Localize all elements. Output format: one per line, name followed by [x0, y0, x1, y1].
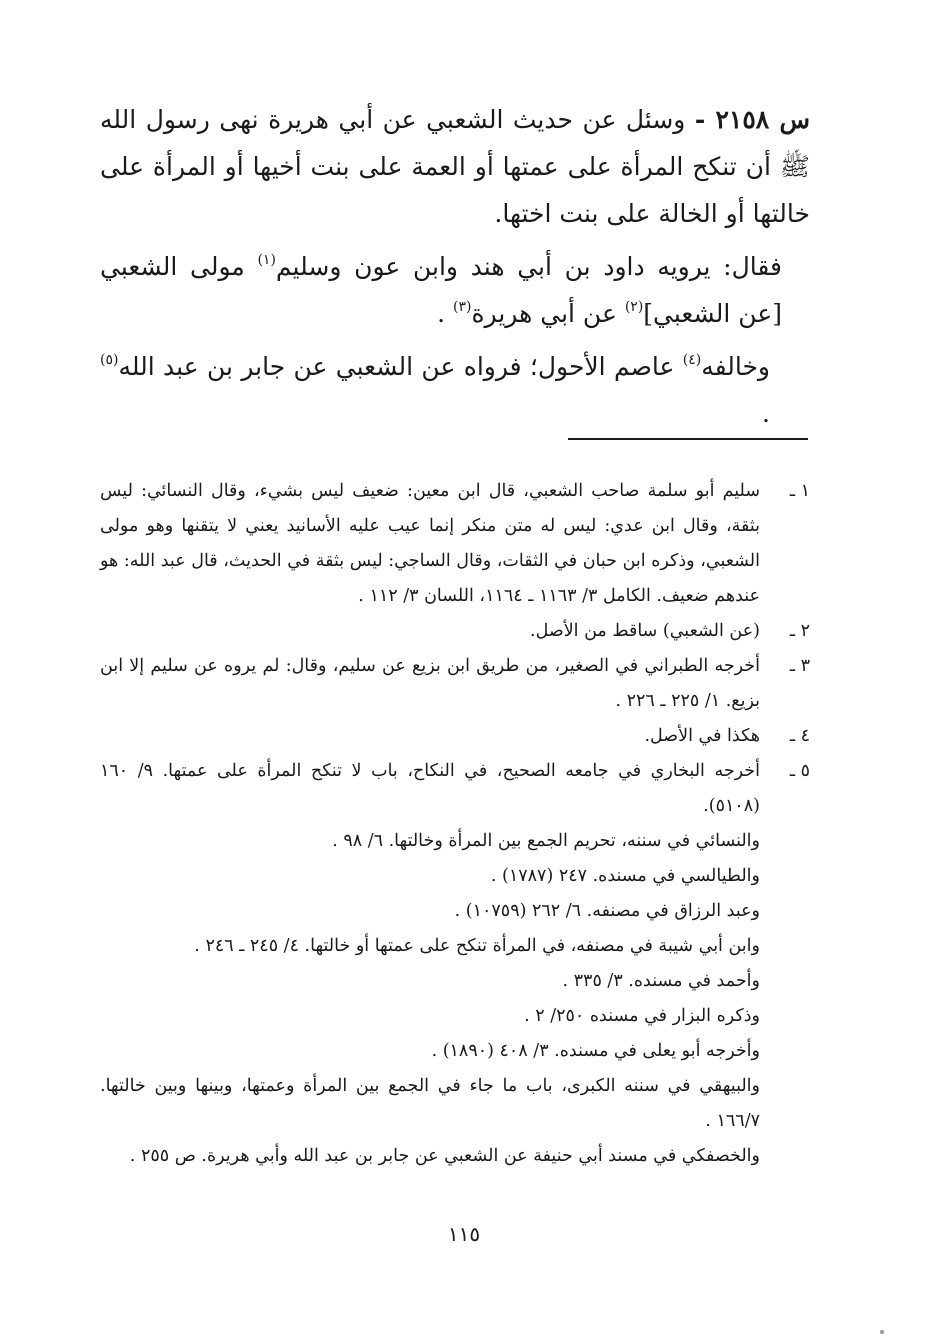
source-line: والنسائي في سننه، تحريم الجمع بين المرأة وخالتها. ٦/ ٩٨ . [332, 831, 760, 851]
source-line: والطيالسي في مسنده. ٢٤٧ (١٧٨٧) . [490, 866, 760, 886]
source-line: وأحمد في مسنده. ٣/ ٣٣٥ . [562, 971, 760, 991]
answer-text-1b: مولى الشعبي [عن الشعبي] [100, 252, 782, 328]
answer-text-1: فقال: يرويه داود بن أبي هند وابن عون وسليم [275, 252, 782, 281]
footnote-number: ٢ ـ [789, 621, 810, 641]
source-line-bayhaqi: والبيهقي في سننه الكبرى، باب ما جاء في الجمع بين المرأة وعمتها، وبينها وبين خالتها. ١٦٦/٧ . [100, 1076, 760, 1131]
footnote-separator [568, 438, 808, 440]
footnote-number: ١ ـ [789, 481, 810, 501]
answer-text-2: عن أبي هريرة [471, 299, 625, 328]
source-line: وذكره البزار في مسنده ٢٥٠/ ٢ . [524, 1006, 760, 1026]
footnote-number: ٣ ـ [789, 656, 810, 676]
main-text [100, 96, 810, 437]
source-line-haskafi: والخصفكي في مسند أبي حنيفة عن الشعبي عن جابر بن عبد الله وأبي هريرة. ص ٢٥٥ . [129, 1146, 760, 1166]
scan-speck [880, 1330, 884, 1334]
question-paragraph [100, 96, 810, 237]
footnote-text: هكذا في الأصل. [644, 726, 760, 746]
footnote-ref-3: (٣) [452, 298, 472, 315]
footnote-ref-2: (٢) [624, 298, 644, 315]
footnote-1 [100, 474, 810, 614]
footnote-text: (عن الشعبي) ساقط من الأصل. [530, 621, 760, 641]
footnotes [100, 474, 810, 1174]
footnote-text: أخرجه الطبراني في الصغير، من طريق ابن بزيع عن سليم، وقال: لم يروه عن سليم إلا ابن بزيع. ١/ ٢٢٥ ـ ٢٢٦ . [100, 656, 760, 711]
dissent-text-1: وخالفه [701, 352, 770, 381]
source-line: وأخرجه أبو يعلى في مسنده. ٣/ ٤٠٨ (١٨٩٠) . [431, 1041, 760, 1061]
dissent-text-2: عاصم الأحول؛ فرواه عن الشعبي عن جابر بن عبد الله [118, 352, 683, 381]
footnote-ref-1: (١) [257, 251, 276, 268]
footnote-text: سليم أبو سلمة صاحب الشعبي، قال ابن معين: ضعيف ليس بشيء، وقال النسائي: ليس بثقة، وقال ابن عدي: ليس له متن منكر إنما عيب عليه الأسانيد يعني لا يتقنها وهو مولى الشعبي، وذكره ابن حبان في الثقات، وقال الساجي: ليس بثقة في الحديث، قال عبد الله: هو عندهم ضعيف. الكامل ٣/ ١١٦٣ ـ ١١٦٤، اللسان ٣/ ١١٢ . [100, 481, 760, 606]
footnote-ref-5: (٥) [100, 351, 119, 368]
answer-text-end: . [437, 299, 453, 328]
footnote-ref-4: (٤) [682, 351, 702, 368]
page-number: ١١٥ [447, 1222, 481, 1246]
footnote-4 [100, 719, 810, 754]
source-line: وابن أبي شيبة في مصنفه، في المرأة تنكح على عمتها أو خالتها. ٤/ ٢٤٥ ـ ٢٤٦ . [194, 936, 760, 956]
dissent-paragraph [100, 343, 810, 437]
source-line: وعبد الرزاق في مصنفه. ٦/ ٢٦٢ (١٠٧٥٩) . [454, 901, 760, 921]
footnote-5 [100, 754, 810, 824]
dissent-text-3: . [762, 399, 770, 428]
footnote-number: ٤ ـ [789, 726, 810, 746]
footnote-text: أخرجه البخاري في جامعه الصحيح، في النكاح، باب لا تنكح المرأة على عمتها. ٩/ ١٦٠ (٥١٠٨). [100, 761, 760, 816]
footnote-3 [100, 649, 810, 719]
footnote-2 [100, 614, 810, 649]
footnote-number: ٥ ـ [789, 761, 810, 781]
question-label: س ٢١٥٨ - [694, 105, 810, 134]
question-text: وسئل عن حديث الشعبي عن أبي هريرة نهى رسول الله ﷺ أن تنكح المرأة على عمتها أو العمة على بنت أخيها أو المرأة على خالتها أو الخالة على بنت اختها. [100, 105, 810, 228]
answer-paragraph [100, 243, 810, 337]
